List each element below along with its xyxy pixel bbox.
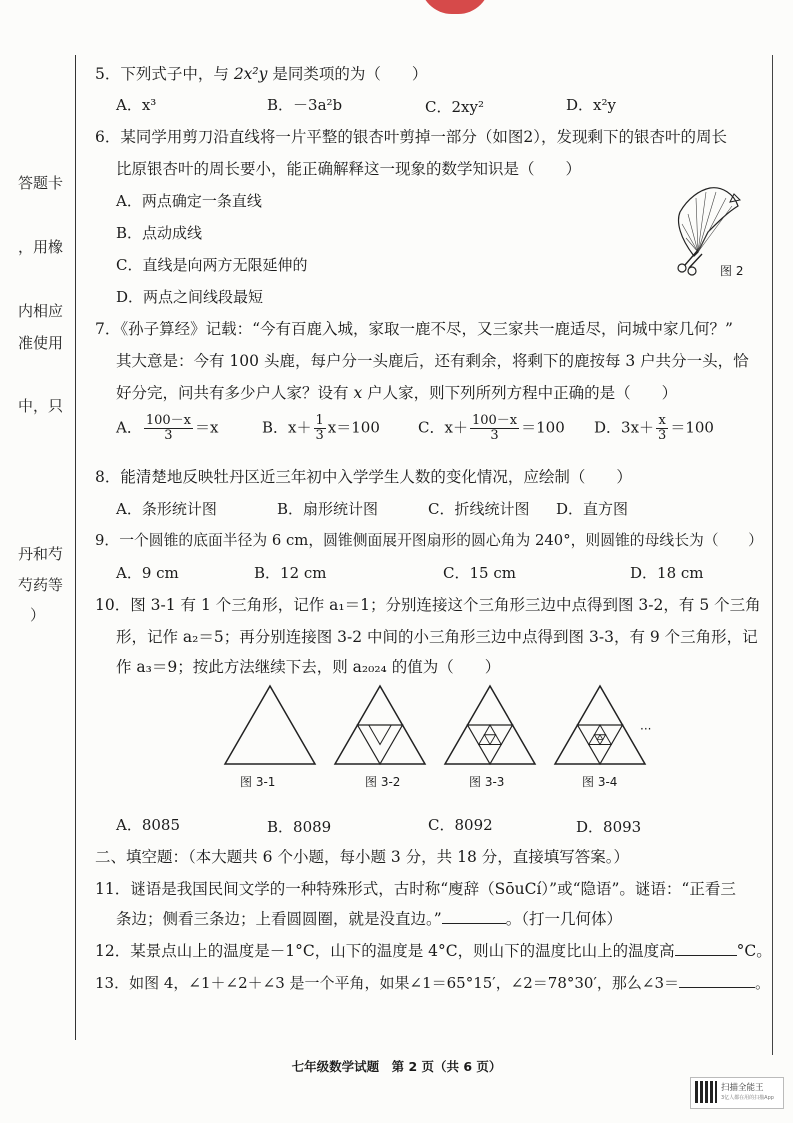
q5-option-b: B．－3a²b bbox=[267, 96, 343, 114]
triangle-figures bbox=[215, 682, 675, 772]
q5-stem-text: 5．下列式子中，与 bbox=[95, 65, 229, 83]
red-seal-mark bbox=[420, 0, 490, 14]
q6-option-a: A．两点确定一条直线 bbox=[116, 192, 262, 210]
q7-option-a-label: A． bbox=[116, 418, 142, 437]
side-text-5: 中，只 bbox=[18, 397, 64, 415]
q10-option-a: A．8085 bbox=[116, 816, 181, 834]
q5-stem-text-2: 是同类项的为（ ） bbox=[272, 65, 428, 83]
q8-option-c: C．折线统计图 bbox=[428, 500, 530, 518]
scanner-watermark bbox=[690, 1077, 784, 1109]
fraction-denominator: 3 bbox=[658, 428, 667, 443]
q5-option-c: C．2xy² bbox=[425, 98, 484, 116]
q10-line-3: 作 a₃＝9；按此方法继续下去，则 a₂₀₂₄ 的值为（ ） bbox=[116, 658, 501, 676]
right-margin-line bbox=[772, 55, 773, 1055]
q7-line-3 bbox=[116, 382, 677, 404]
q12-stem-text: 12．某景点山上的温度是－1°C，山下的温度是 4°C，则山下的温度比山上的温度高 bbox=[95, 942, 675, 960]
q7-option-d bbox=[594, 414, 714, 443]
q7-option-d-label: D． bbox=[594, 418, 622, 437]
q7-line-3-text: 好分完，问共有多少户人家？设有 bbox=[116, 384, 349, 402]
q7-option-c bbox=[418, 414, 565, 443]
q7-option-c-rest: ＝100 bbox=[521, 418, 565, 437]
q11-line-1: 11．谜语是我国民间文学的一种特殊形式，古时称“廋辞（SōuCí）”或“隐语”。谜语：“正看三 bbox=[95, 880, 736, 898]
q8-option-b: B．扇形统计图 bbox=[277, 500, 379, 518]
q7-variable: x bbox=[353, 384, 363, 402]
side-text-4: 准使用 bbox=[18, 334, 64, 352]
fraction-numerator: x bbox=[656, 414, 668, 429]
figure-3-2-label: 图 3-2 bbox=[365, 775, 401, 789]
q10-option-c: C．8092 bbox=[428, 816, 493, 834]
fraction-numerator: 100－x bbox=[471, 413, 518, 428]
fraction-denominator: 3 bbox=[164, 428, 173, 443]
side-text-3: 内相应 bbox=[18, 302, 64, 320]
q7-option-a bbox=[116, 414, 218, 443]
side-text-1: 答题卡 bbox=[18, 174, 64, 192]
q7-option-a-fraction bbox=[144, 414, 193, 443]
q8-option-d: D．直方图 bbox=[556, 500, 629, 518]
q13-stem-text: 13．如图 4，∠1＋∠2＋∠3 是一个平角，如果∠1＝65°15′，∠2＝78°30′，那么∠3＝ bbox=[95, 974, 679, 992]
q9-option-b: B．12 cm bbox=[254, 564, 327, 582]
q7-option-a-rest: ＝x bbox=[195, 418, 219, 437]
figure-3-3-label: 图 3-3 bbox=[469, 775, 505, 789]
fraction-numerator: 100－x bbox=[145, 413, 191, 428]
q6-line-2: 比原银杏叶的周长要小，能正确解释这一现象的数学知识是（ ） bbox=[116, 160, 582, 178]
side-text-6: 丹和芍 bbox=[18, 545, 64, 563]
q9-option-a: A．9 cm bbox=[116, 564, 179, 582]
q7-option-c-pre: x＋ bbox=[444, 418, 468, 437]
q7-line-2: 其大意是：今有 100 头鹿，每户分一头鹿后，还有剩余，将剩下的鹿按每 3 户共分一头，恰 bbox=[116, 352, 749, 370]
q7-line-3-text-2: 户人家，则下列所列方程中正确的是（ ） bbox=[367, 384, 678, 402]
q12-answer-blank[interactable] bbox=[675, 941, 737, 956]
q9-stem: 9．一个圆锥的底面半径为 6 cm，圆锥侧面展开图扇形的圆心角为 240°，则圆锥的母线长为（ ） bbox=[95, 532, 763, 549]
q13-end: 。 bbox=[755, 974, 771, 992]
q6-option-b: B．点动成线 bbox=[116, 224, 203, 242]
fraction-numerator: 1 bbox=[315, 413, 324, 428]
q9-option-d: D．18 cm bbox=[630, 564, 704, 582]
q9-option-c: C．15 cm bbox=[443, 564, 516, 582]
q10-line-2: 形，记作 a₂＝5；再分别连接图 3-2 中间的小三角形三边中点得到图 3-3，有 9 个三角形，记 bbox=[116, 628, 758, 646]
q7-option-b-rest: x＝100 bbox=[327, 418, 380, 437]
q7-option-b bbox=[262, 414, 380, 443]
section-2-heading: 二、填空题：（本大题共 6 个小题，每小题 3 分，共 18 分，直接填写答案。） bbox=[95, 848, 630, 866]
q6-line-1: 6．某同学用剪刀沿直线将一片平整的银杏叶剪掉一部分（如图2），发现剩下的银杏叶的周长 bbox=[95, 128, 727, 146]
fraction-denominator: 3 bbox=[315, 428, 324, 443]
q7-option-c-label: C． bbox=[418, 418, 445, 437]
fraction-denominator: 3 bbox=[490, 428, 499, 443]
page-footer: 七年级数学试题 第 2 页（共 6 页） bbox=[291, 1059, 502, 1074]
q8-stem: 8．能清楚地反映牡丹区近三年初中入学学生人数的变化情况，应绘制（ ） bbox=[95, 468, 632, 486]
q5-option-d: D．x²y bbox=[566, 96, 616, 114]
q10-line-1: 10．图 3-1 有 1 个三角形，记作 a₁＝1；分别连接这个三角形三边中点得到图 3-2，有 5 个三角 bbox=[95, 596, 761, 614]
q13-answer-blank[interactable] bbox=[679, 973, 755, 988]
figure-3-4-label: 图 3-4 bbox=[582, 775, 618, 789]
q6-option-c: C．直线是向两方无限延伸的 bbox=[116, 256, 308, 274]
q11-line-2 bbox=[116, 908, 622, 930]
figure-2-label: 图 2 bbox=[720, 264, 744, 278]
q7-option-d-fraction bbox=[656, 414, 668, 443]
q10-option-d: D．8093 bbox=[576, 818, 642, 836]
left-margin-line bbox=[75, 55, 76, 1040]
q7-option-b-label: B． bbox=[262, 418, 289, 437]
q7-line-1: 7．《孙子算经》记载：“今有百鹿入城，家取一鹿不尽，又三家共一鹿适尽，问城中家几何？” bbox=[95, 320, 733, 338]
figure-ellipsis: ··· bbox=[640, 722, 652, 736]
q13-stem bbox=[95, 972, 770, 994]
q7-option-d-pre: 3x＋ bbox=[621, 418, 655, 437]
q7-option-b-pre: x＋ bbox=[288, 418, 312, 437]
q7-option-d-rest: ＝100 bbox=[670, 418, 714, 437]
figure-3-1-label: 图 3-1 bbox=[240, 775, 276, 789]
figure-3-1-triangle bbox=[225, 686, 315, 764]
scanner-name: 扫描全能王 bbox=[721, 1083, 764, 1093]
q11-line-2-text: 条边；侧看三条边；上看圆圆圈，就是没直边。” bbox=[116, 910, 442, 928]
q5-expression: 2x²y bbox=[233, 65, 268, 83]
q11-answer-blank[interactable] bbox=[442, 909, 506, 924]
q6-option-d: D．两点之间线段最短 bbox=[116, 288, 264, 306]
scanner-subtitle: 3亿人都在用的扫描App bbox=[721, 1095, 774, 1101]
q12-stem bbox=[95, 940, 772, 962]
q5-option-a: A．x³ bbox=[116, 96, 157, 114]
q10-option-b: B．8089 bbox=[267, 818, 332, 836]
q12-unit: °C。 bbox=[736, 942, 772, 960]
q8-option-a: A．条形统计图 bbox=[116, 500, 217, 518]
q7-option-c-fraction bbox=[470, 414, 519, 443]
q11-line-2-text-2: 。（打一几何体） bbox=[505, 910, 622, 928]
side-text-8: ） bbox=[30, 606, 46, 624]
q5-stem bbox=[95, 63, 427, 85]
side-text-7: 芍药等 bbox=[18, 576, 64, 594]
side-text-2: ，用橡 bbox=[18, 238, 64, 256]
q7-option-b-fraction bbox=[314, 414, 326, 443]
qr-code-icon bbox=[695, 1081, 717, 1103]
